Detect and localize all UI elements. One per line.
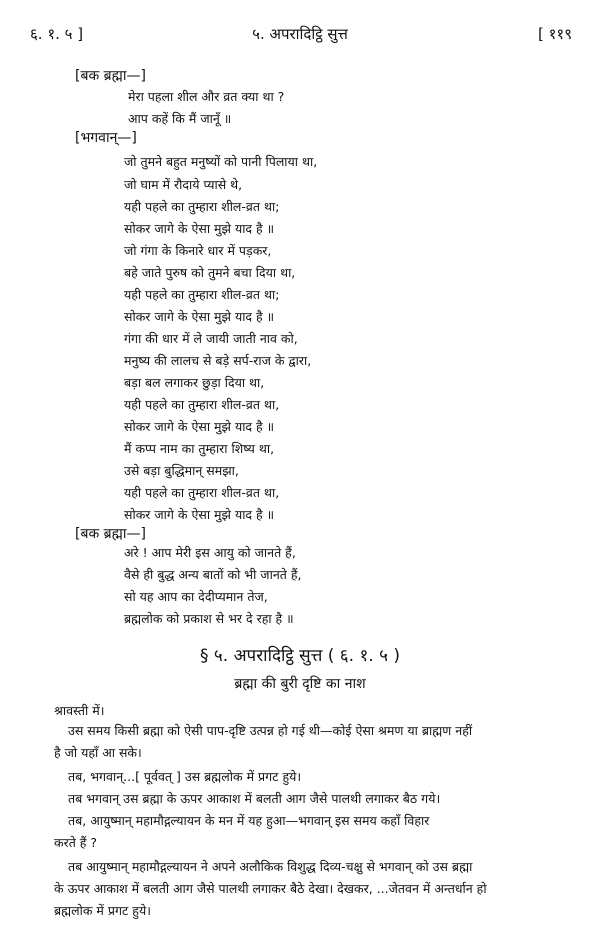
- prose-line: उस समय किसी ब्रह्मा को ऐसी पाप-दृष्टि उत्पन्न हो गई थी—कोई ऐसा श्रमण या ब्राह्मण नहीं: [68, 723, 473, 738]
- verse-line: उसे बड़ा बुद्धिमान् समझा,: [124, 463, 239, 478]
- verse-line: यही पहले का तुम्हारा शील-व्रत था,: [124, 397, 280, 412]
- prose-line: के ऊपर आकाश में बलती आग जैसे पालथी लगाकर बैठे देखा। देखकर, ...जेतवन में अन्तर्धान हो: [54, 881, 487, 896]
- verse-line: बड़ा बल लगाकर छुड़ा दिया था,: [124, 375, 265, 390]
- prose-line: तब, आयुष्मान् महामौद्गल्यायन के मन में यह हुआ—भगवान् इस समय कहाँ विहार: [68, 813, 430, 828]
- section-subheading: ब्रह्मा की बुरी दृष्टि का नाश: [234, 676, 366, 692]
- page-number: [ ११९: [537, 25, 572, 43]
- prose-line: श्रावस्ती में।: [54, 703, 105, 718]
- verse-line: वैसे ही बुद्ध अन्य बातों को भी जानते हैं,: [124, 567, 302, 582]
- section-heading: § ५. अपरादिट्ठि सुत्त ( ६. १. ५ ): [200, 646, 400, 666]
- verse-line: जो गंगा के किनारे धार में पड़कर,: [124, 243, 272, 258]
- verse-line: सोकर जागे के ऐसा मुझे याद है ॥: [124, 309, 275, 324]
- verse-line: मेरा पहला शील और व्रत क्या था ?: [128, 89, 285, 104]
- verse-line: यही पहले का तुम्हारा शील-व्रत था,: [124, 485, 280, 500]
- verse-line: आप कहें कि मैं जानूँ ॥: [128, 111, 232, 126]
- prose-line: करते हैं ?: [54, 835, 98, 850]
- prose-line: तब भगवान् उस ब्रह्मा के ऊपर आकाश में बलती आग जैसे पालथी लगाकर बैठ गये।: [68, 791, 441, 806]
- prose-line: तब आयुष्मान् महामौद्गल्यायन ने अपने अलौकिक विशुद्ध दिव्य-चक्षु से भगवान् को उस ब्रह्मा: [68, 859, 473, 874]
- speaker-label: [भगवान्—]: [75, 130, 137, 146]
- verse-line: मैं कप्प नाम का तुम्हारा शिष्य था,: [124, 441, 275, 456]
- verse-line: सोकर जागे के ऐसा मुझे याद है ॥: [124, 221, 275, 236]
- verse-line: सोकर जागे के ऐसा मुझे याद है ॥: [124, 419, 275, 434]
- verse-line: यही पहले का तुम्हारा शील-व्रत था;: [124, 287, 280, 302]
- page-header: [0, 24, 600, 50]
- verse-line: मनुष्य की लालच से बड़े सर्प-राज के द्वारा,: [124, 353, 312, 368]
- speaker-label: [बक ब्रह्मा—]: [75, 526, 146, 542]
- verse-line: यही पहले का तुम्हारा शील-व्रत था;: [124, 199, 280, 214]
- verse-line: जो तुमने बहुत मनुष्यों को पानी पिलाया था,: [124, 154, 318, 169]
- verse-line: अरे ! आप मेरी इस आयु को जानते हैं,: [124, 545, 296, 560]
- verse-line: ब्रह्मलोक को प्रकाश से भर दे रहा है ॥: [124, 611, 294, 626]
- verse-line: सोकर जागे के ऐसा मुझे याद है ॥: [124, 507, 275, 522]
- verse-line: सो यह आप का देदीप्यमान तेज,: [124, 589, 268, 604]
- verse-line: बहे जाते पुरुष को तुमने बचा दिया था,: [124, 265, 296, 280]
- prose-line: तब, भगवान्...[ पूर्ववत् ] उस ब्रह्मलोक में प्रगट हुये।: [68, 769, 302, 784]
- section-number: ६. १. ५ ]: [30, 25, 84, 43]
- verse-line: गंगा की धार में ले जायी जाती नाव को,: [124, 331, 298, 346]
- prose-line: ब्रह्मलोक में प्रगट हुये।: [54, 903, 151, 918]
- running-title: ५. अपरादिट्ठि सुत्त: [252, 25, 348, 43]
- speaker-label: [बक ब्रह्मा—]: [75, 68, 146, 84]
- prose-line: है जो यहाँ आ सके।: [54, 745, 142, 760]
- verse-line: जो घाम में रौदाये प्यासे थे,: [124, 177, 243, 192]
